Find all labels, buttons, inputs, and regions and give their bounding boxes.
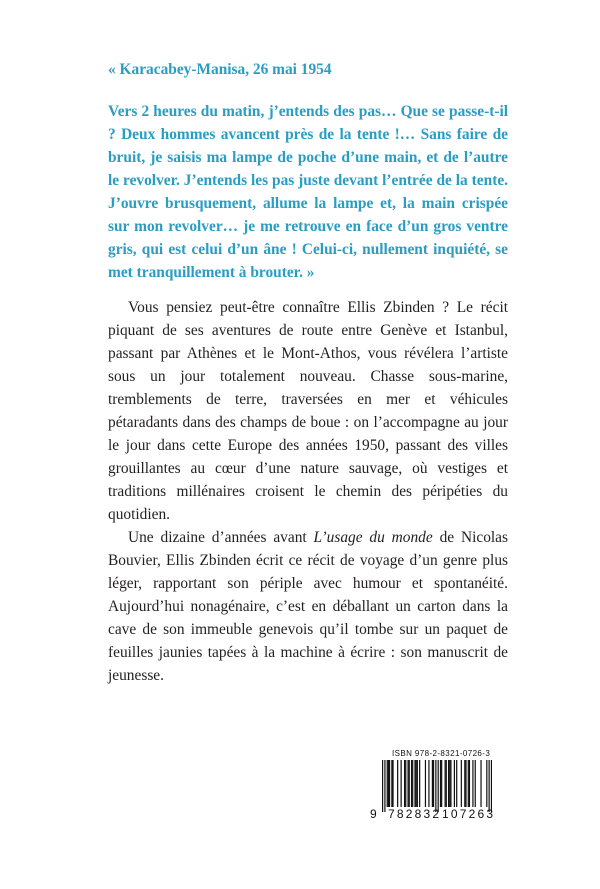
barcode-bar [401,760,402,807]
barcode-bar [468,760,469,807]
barcode-bar [417,760,418,807]
barcode-bar [461,760,462,807]
paragraph-2-body: de Nicolas Bouvier, Ellis Zbinden écrit ce récit de voyage d’un genre plus léger, rapportant son périple avec humour et spontanéité. Aujourd’hui nonagénaire, c’est en déballant un carton dans la cave de son immeuble genevois qu’il tombe sur un paquet de feuilles jaunies tapées à la machine à écrire : son manuscrit de jeunesse. [108,529,508,684]
barcode-bar [446,760,447,807]
barcode-bar [491,760,492,812]
book-description [108,296,508,687]
barcode-bar [392,760,393,807]
barcode-bar [480,760,481,807]
isbn-barcode [364,749,510,825]
barcode-bar [454,760,455,807]
barcode-bar [440,760,441,807]
description-paragraph-2 [108,526,508,687]
barcode-bar [419,760,420,807]
barcode-bar [411,760,412,807]
barcode-bar [407,760,408,807]
barcode-bar [449,760,450,807]
barcode-bar [414,760,415,807]
barcode-bar [469,760,470,807]
barcode-bar [464,760,465,807]
barcode-bar [391,760,392,807]
barcode-bar [433,760,434,807]
barcode-first-digit: 9 [370,807,377,821]
barcode-bar [465,760,466,807]
excerpt-quote [108,58,508,284]
excerpt-text: Vers 2 heures du matin, j’entends des pas… Que se passe-t-il ? Deux hommes avancent près de la tente !… Sans faire de bruit, je saisis ma lampe de poche d’une main, et de l’autre le revolver. J’entends les pas juste devant l’entrée de la tente. J’ouvre brusquement, allume la lampe et, la main crispée sur mon revolver… je me retrouve en face d’un gros ventre gris, qui est celui d’un âne ! Celui-ci, nullement inquiété, se met tranquillement à brouter. » [108,103,508,281]
barcode-right-digits: 107263 [442,807,496,821]
barcode-bar [432,760,433,807]
barcode-bar [404,760,405,807]
barcode-bar [389,760,390,807]
barcode-bar [409,760,410,807]
barcode-bar [425,760,426,807]
barcode-bar [382,760,383,812]
barcode-bar [450,760,451,807]
barcode-bar [472,760,473,807]
barcode-bar [435,760,436,812]
barcode-bar [438,760,439,812]
description-paragraph-1: Vous pensiez peut-être connaître Ellis Zbinden ? Le récit piquant de ses aventures de route entre Genève et Istanbul, passant par Athènes et le Mont-Athos, vous révélera l’artiste sous un jour totalement nouveau. Chasse sous-marine, tremblements de terre, traversées en mer et véhicules pétaradants dans des champs de boue : on l’accompagne au jour le jour dans cette Europe des années 1950, passant des villes grouillantes au cœur d’une nature sauvage, où vestiges et traditions millénaires croisent le chemin des péripéties du quotidien. [108,299,508,523]
barcode-bar [441,760,442,807]
isbn-number: ISBN 978-2-8321-0726-3 [392,749,491,758]
barcode-bar [475,760,476,807]
barcode-bar [448,760,449,807]
barcode-bar [384,760,385,812]
barcode-bar [412,760,413,807]
barcode-bar [486,760,487,807]
barcode-left-digits: 782832 [388,807,442,821]
barcode-bar [387,760,388,807]
paragraph-2-intro: Une dizaine d’années avant [128,529,314,546]
cited-book-title: L’usage du monde [313,529,433,546]
barcode-bar [388,760,389,807]
barcode-bar [405,760,406,807]
barcode-bars [382,760,492,812]
barcode-bar [416,760,417,807]
barcode-bar [456,760,457,807]
barcode-bar [397,760,398,807]
barcode-bar [428,760,429,807]
excerpt-heading: « Karacabey-Manisa, 26 mai 1954 [108,61,332,78]
barcode-bar [489,760,490,812]
barcode-bar [445,760,446,807]
